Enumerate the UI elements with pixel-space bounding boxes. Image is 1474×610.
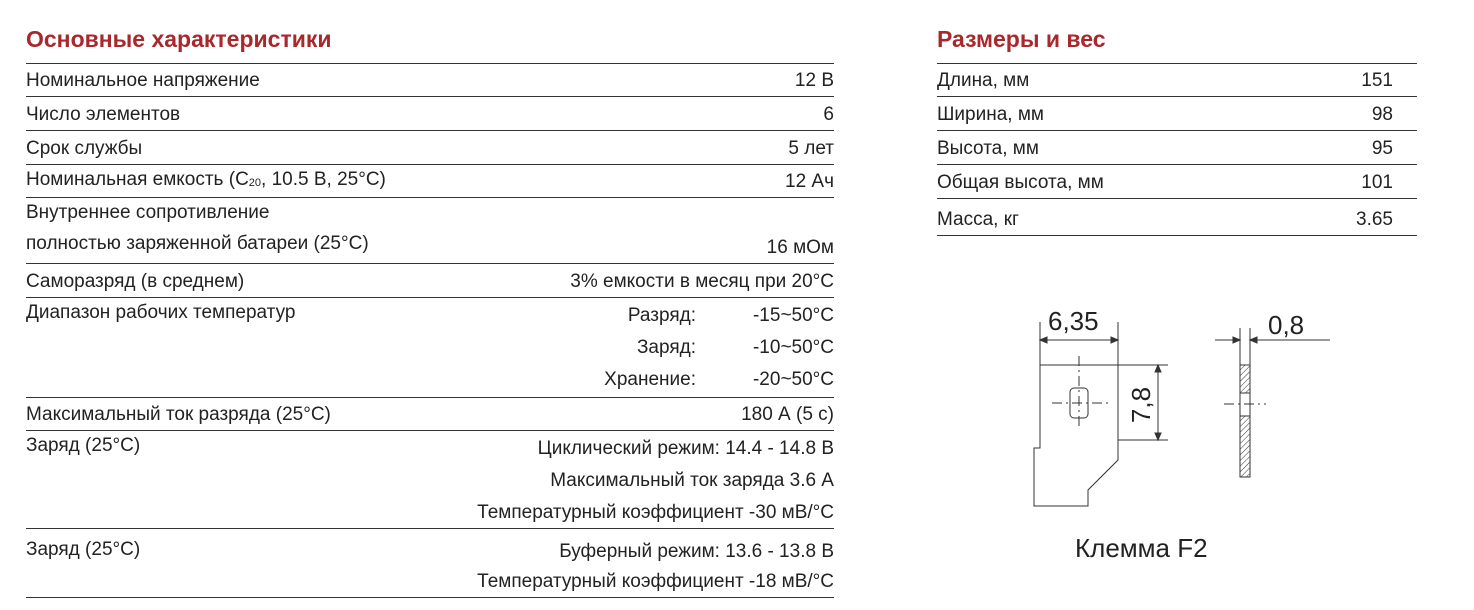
dim-value: 101 — [1361, 172, 1393, 193]
spec-row-selfdischarge — [26, 264, 834, 298]
spec-label-pre: Номинальная емкость (С — [26, 169, 249, 190]
charge-line: Циклический режим: 14.4 - 14.8 В — [537, 438, 834, 459]
spec-row-max-discharge — [26, 398, 834, 431]
spec-row-cells — [26, 97, 834, 131]
dimensions-table — [937, 63, 1417, 236]
main-specs-heading: Основные характеристики — [26, 26, 332, 52]
terminal-f2-drawing — [1010, 300, 1350, 520]
dim-row-total-height — [937, 165, 1417, 199]
temperature-item — [604, 364, 834, 396]
dim-label: Высота, мм — [937, 138, 1039, 159]
thickness-dimension-label: 0,8 — [1268, 310, 1305, 340]
spec-label: Саморазряд (в среднем) — [26, 271, 245, 292]
spec-value: 180 А (5 с) — [741, 404, 834, 425]
dim-value: 98 — [1371, 104, 1393, 125]
dim-row-height — [937, 131, 1417, 165]
dim-value: 3.65 — [1356, 209, 1393, 230]
charge-line: Буферный режим: 13.6 - 13.8 В — [559, 541, 834, 562]
spec-label: Срок службы — [26, 138, 143, 159]
main-specs-table — [26, 63, 834, 598]
dim-label: Масса, кг — [937, 209, 1019, 230]
dim-row-width — [937, 97, 1417, 131]
spec-label — [26, 197, 369, 259]
spec-row-resistance — [26, 198, 834, 264]
spec-value: 16 мОм — [766, 237, 834, 258]
terminal-side-view — [1215, 328, 1330, 477]
spec-row-float-charge — [26, 529, 834, 598]
terminal-caption: Клемма F2 — [1075, 533, 1208, 563]
dim-value: 95 — [1371, 138, 1393, 159]
width-dimension-label: 6,35 — [1048, 306, 1099, 336]
temperature-value: -10~50°С — [752, 337, 834, 358]
temperature-key: Разряд: — [627, 305, 696, 326]
spec-value: 3% емкости в месяц при 20°С — [570, 271, 834, 292]
spec-value: 6 — [823, 104, 834, 125]
spec-label-post: , 10.5 В, 25°С) — [261, 169, 386, 190]
spec-label: Диапазон рабочих температур — [26, 302, 296, 323]
spec-row-cyclic-charge — [26, 431, 834, 529]
spec-value: 5 лет — [788, 138, 834, 159]
spec-value: 12 В — [794, 70, 834, 91]
dimensions-heading: Размеры и вес — [937, 26, 1106, 52]
spec-label: Число элементов — [26, 104, 181, 125]
spec-row-life — [26, 131, 834, 165]
charge-line: Максимальный ток заряда 3.6 А — [550, 470, 834, 491]
charge-line: Температурный коэффициент -30 мВ/°С — [477, 502, 834, 523]
spec-label-line: Внутреннее сопротивление — [26, 202, 270, 223]
charge-lines — [477, 433, 834, 529]
dim-label: Общая высота, мм — [937, 172, 1104, 193]
spec-label: Номинальное напряжение — [26, 70, 260, 91]
spec-value: 12 Ач — [785, 171, 834, 192]
spec-label-sub: 20 — [248, 177, 262, 189]
spec-row-temperature — [26, 298, 834, 398]
spec-row-capacity — [26, 165, 834, 198]
spec-label: Заряд (25°С) — [26, 435, 141, 456]
spec-label-line: полностью заряженной батареи (25°С) — [26, 233, 369, 254]
dim-value: 151 — [1361, 70, 1393, 91]
temperature-key: Хранение: — [604, 369, 696, 390]
temperature-value: -15~50°С — [752, 305, 834, 326]
temperature-value: -20~50°С — [752, 369, 834, 390]
dim-row-length — [937, 63, 1417, 97]
dim-label: Длина, мм — [937, 70, 1030, 91]
temperature-item — [628, 300, 834, 332]
temperature-list — [604, 300, 834, 396]
spec-label: Заряд (25°С) — [26, 539, 141, 560]
temperature-item — [637, 332, 834, 364]
dim-row-mass — [937, 199, 1417, 236]
spec-label — [26, 169, 386, 193]
height-dimension-label: 7,8 — [1126, 386, 1156, 424]
charge-lines — [477, 537, 834, 597]
dim-label: Ширина, мм — [937, 104, 1044, 125]
spec-row-voltage — [26, 63, 834, 97]
temperature-key: Заряд: — [636, 337, 696, 358]
charge-line: Температурный коэффициент -18 мВ/°С — [477, 571, 834, 592]
spec-label: Максимальный ток разряда (25°С) — [26, 404, 331, 425]
